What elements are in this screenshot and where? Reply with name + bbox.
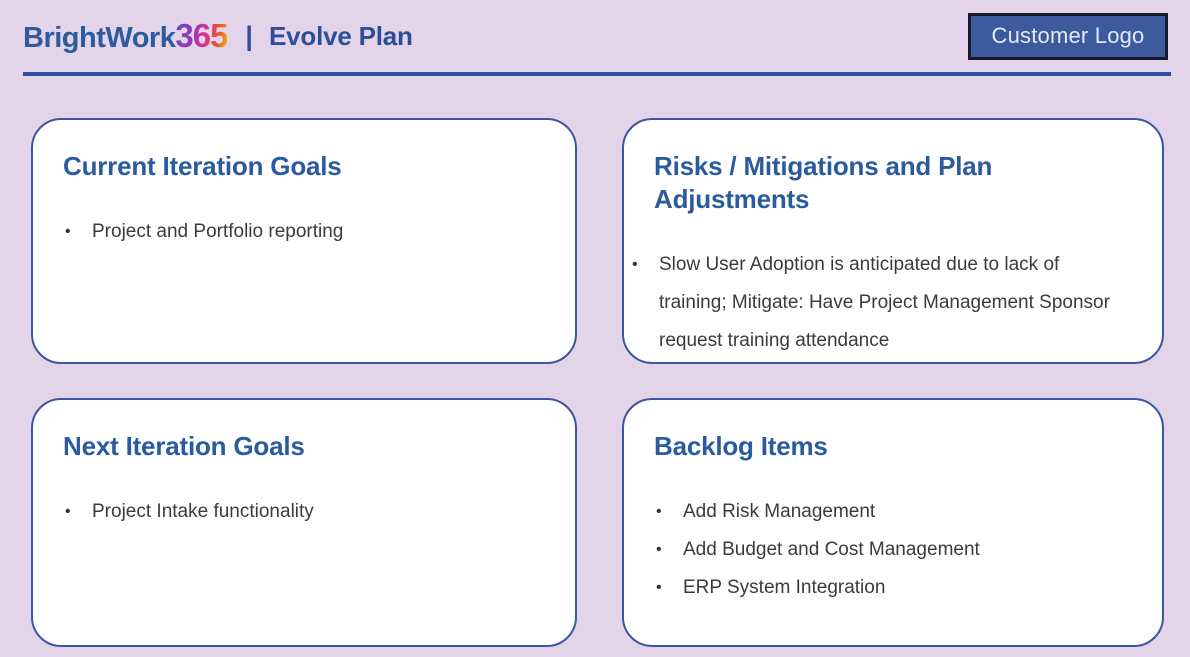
list-item (632, 246, 1130, 360)
bullet-icon: • (656, 541, 662, 559)
header-divider (23, 72, 1171, 76)
header (23, 12, 1168, 60)
list-item-text: Project and Portfolio reporting (92, 221, 344, 243)
card-title: Next Iteration Goals (63, 431, 305, 461)
brand-365: 365 (175, 17, 228, 54)
list-item-text: Add Budget and Cost Management (683, 539, 980, 561)
card-title: Backlog Items (654, 431, 828, 461)
list-item (656, 531, 1130, 569)
list-item-text: ERP System Integration (683, 577, 886, 599)
list-item-text: Project Intake functionality (92, 501, 314, 523)
bullet-list (65, 493, 543, 531)
cards-grid (31, 118, 1164, 647)
brand-name: BrightWork (23, 22, 176, 54)
bullet-icon: • (656, 579, 662, 597)
card-current-iteration-goals (31, 118, 577, 364)
bullet-icon: • (632, 256, 638, 274)
brightwork365-logo (23, 17, 227, 55)
bullet-list (656, 493, 1130, 607)
list-item (656, 569, 1130, 607)
list-item-text: Add Risk Management (683, 501, 876, 523)
list-item (65, 213, 543, 251)
list-item (656, 493, 1130, 531)
card-backlog-items (622, 398, 1164, 647)
bullet-icon: • (65, 223, 71, 241)
card-title: Current Iteration Goals (63, 151, 342, 181)
list-item-text: Slow User Adoption is anticipated due to lack of training; Mitigate: Have Project Management Sponsor request training attendance (659, 254, 1110, 352)
header-separator: | (245, 20, 253, 51)
card-title: Risks / Mitigations and Plan Adjustments (654, 151, 993, 215)
card-next-iteration-goals (31, 398, 577, 647)
bullet-icon: • (656, 503, 662, 521)
bullet-icon: • (65, 503, 71, 521)
list-item (65, 493, 543, 531)
page-title: Evolve Plan (268, 20, 413, 51)
card-risks-mitigations (622, 118, 1164, 364)
bullet-list (65, 213, 543, 251)
customer-logo-placeholder (968, 13, 1168, 60)
customer-logo-label: Customer Logo (991, 23, 1145, 48)
bullet-list (632, 246, 1130, 360)
